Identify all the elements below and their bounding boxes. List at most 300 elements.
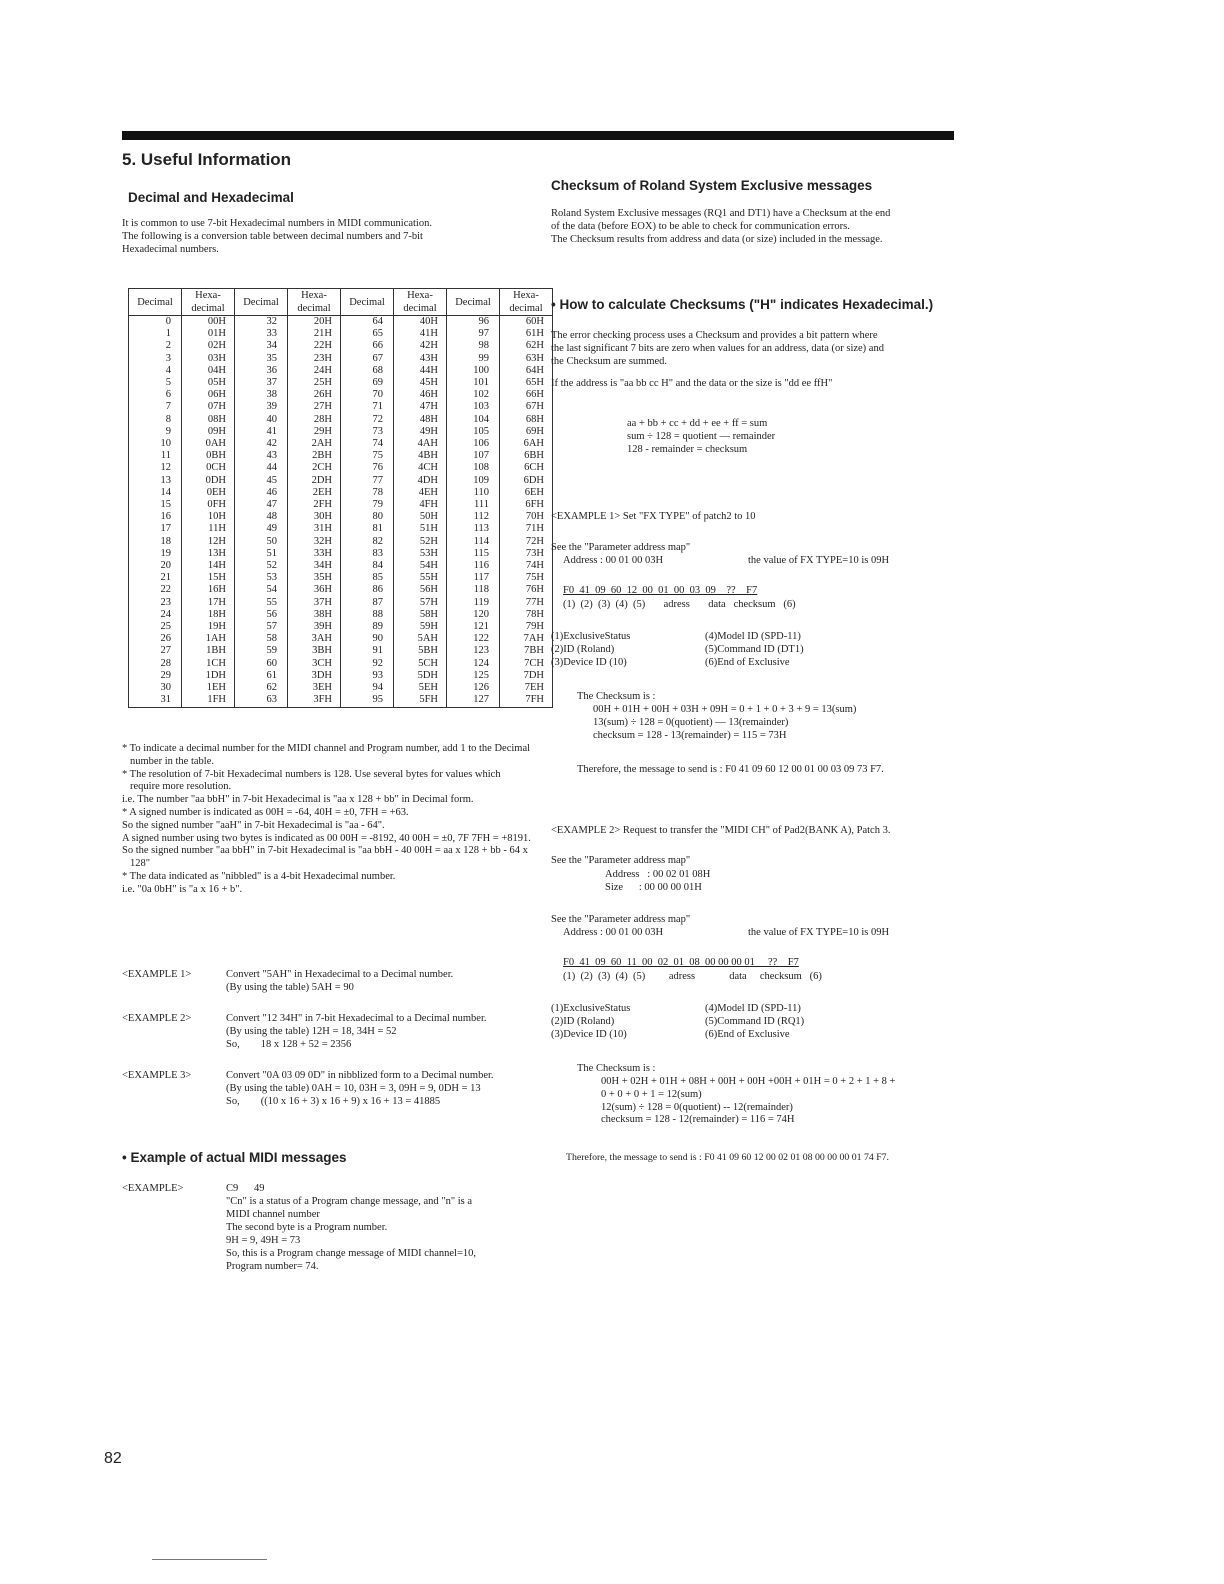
midi-line: Program number= 74. — [226, 1261, 319, 1272]
cell-hex: 54H — [394, 560, 447, 572]
cell-hex: 5EH — [394, 682, 447, 694]
legend-item: (1)ExclusiveStatus — [551, 1003, 631, 1014]
section-title: 5. Useful Information — [122, 150, 292, 169]
formula-line: 128 - remainder = checksum — [627, 443, 748, 455]
cell-decimal: 65 — [341, 328, 394, 340]
cell-decimal: 91 — [341, 645, 394, 657]
cell-hex: 3DH — [288, 670, 341, 682]
cell-decimal: 126 — [447, 682, 500, 694]
conversion-table-wrap — [128, 288, 553, 708]
cell-hex: 40H — [394, 316, 447, 329]
intro-line: It is common to use 7-bit Hexadecimal numbers in MIDI communication. — [122, 218, 432, 229]
cell-hex: 37H — [288, 597, 341, 609]
cell-decimal: 44 — [235, 462, 288, 474]
cell-decimal: 37 — [235, 377, 288, 389]
cell-hex: 2DH — [288, 475, 341, 487]
cell-decimal: 13 — [129, 475, 182, 487]
intro-text — [122, 218, 532, 256]
cell-hex: 04H — [182, 365, 235, 377]
cell-decimal: 59 — [235, 645, 288, 657]
cell-decimal: 77 — [341, 475, 394, 487]
cell-decimal: 110 — [447, 487, 500, 499]
table-row — [129, 633, 553, 645]
cell-hex: 0EH — [182, 487, 235, 499]
cell-hex: 12H — [182, 536, 235, 548]
example-line: So, 18 x 128 + 52 = 2356 — [226, 1039, 352, 1050]
cell-decimal: 60 — [235, 658, 288, 670]
calc-line: checksum = 128 - 13(remainder) = 115 = 73H — [593, 729, 787, 741]
cell-decimal: 24 — [129, 609, 182, 621]
cell-hex: 60H — [500, 316, 553, 329]
col-header-hex: Hexa- decimal — [394, 289, 447, 316]
cell-decimal: 68 — [341, 365, 394, 377]
howto-if: If the address is "aa bb cc H" and the data or the size is "dd ee ffH" — [551, 378, 833, 389]
cell-decimal: 12 — [129, 462, 182, 474]
col-header-hex: Hexa- decimal — [182, 289, 235, 316]
cell-hex: 49H — [394, 426, 447, 438]
cell-hex: 2CH — [288, 462, 341, 474]
note-item: So the signed number "aa bbH" in 7-bit Hexadecimal is "aa bbH - 40 00H = aa x 128 + bb - 64 x 128" — [122, 845, 528, 870]
cell-decimal: 54 — [235, 584, 288, 596]
cell-decimal: 78 — [341, 487, 394, 499]
table-row — [129, 645, 553, 657]
cell-decimal: 31 — [129, 694, 182, 707]
cell-hex: 79H — [500, 621, 553, 633]
cell-hex: 51H — [394, 523, 447, 535]
cell-hex: 4EH — [394, 487, 447, 499]
cell-hex: 2FH — [288, 499, 341, 511]
cell-decimal: 30 — [129, 682, 182, 694]
cell-hex: 5FH — [394, 694, 447, 707]
cell-hex: 70H — [500, 511, 553, 523]
cell-decimal: 111 — [447, 499, 500, 511]
cell-hex: 64H — [500, 365, 553, 377]
cell-hex: 69H — [500, 426, 553, 438]
cell-decimal: 101 — [447, 377, 500, 389]
cell-hex: 1CH — [182, 658, 235, 670]
cell-decimal: 92 — [341, 658, 394, 670]
midi-example-label: <EXAMPLE> — [122, 1183, 184, 1194]
cell-decimal: 79 — [341, 499, 394, 511]
cell-hex: 48H — [394, 414, 447, 426]
table-row — [129, 328, 553, 340]
cell-decimal: 105 — [447, 426, 500, 438]
cell-hex: 7BH — [500, 645, 553, 657]
table-row — [129, 609, 553, 621]
cell-decimal: 95 — [341, 694, 394, 707]
cell-hex: 15H — [182, 572, 235, 584]
example-block — [122, 968, 542, 994]
ex1-value: the value of FX TYPE=10 is 09H — [748, 555, 890, 566]
midi-line: "Cn" is a status of a Program change message, and "n" is a — [226, 1196, 473, 1207]
table-row — [129, 340, 553, 352]
midi-title: • Example of actual MIDI messages — [122, 1150, 347, 1165]
ex2-legend-right — [705, 1003, 804, 1041]
cell-decimal: 121 — [447, 621, 500, 633]
cell-decimal: 67 — [341, 353, 394, 365]
cell-hex: 72H — [500, 536, 553, 548]
cell-decimal: 117 — [447, 572, 500, 584]
cell-hex: 53H — [394, 548, 447, 560]
cell-hex: 61H — [500, 328, 553, 340]
cell-decimal: 64 — [341, 316, 394, 329]
cell-hex: 68H — [500, 414, 553, 426]
cell-hex: 39H — [288, 621, 341, 633]
ex2-calc — [601, 1076, 895, 1127]
cell-hex: 34H — [288, 560, 341, 572]
table-row — [129, 462, 553, 474]
cell-hex: 30H — [288, 511, 341, 523]
midi-example — [122, 1182, 542, 1273]
cell-hex: 1DH — [182, 670, 235, 682]
table-row — [129, 694, 553, 707]
table-row — [129, 658, 553, 670]
cell-decimal: 72 — [341, 414, 394, 426]
cell-decimal: 43 — [235, 450, 288, 462]
cell-hex: 36H — [288, 584, 341, 596]
cell-decimal: 50 — [235, 536, 288, 548]
midi-line: MIDI channel number — [226, 1209, 320, 1220]
cell-decimal: 115 — [447, 548, 500, 560]
cell-hex: 6DH — [500, 475, 553, 487]
cell-decimal: 29 — [129, 670, 182, 682]
cell-hex: 29H — [288, 426, 341, 438]
cell-hex: 08H — [182, 414, 235, 426]
table-row — [129, 365, 553, 377]
ex2-see: See the "Parameter address map" — [551, 855, 691, 866]
legend-item: (6)End of Exclusive — [705, 1028, 790, 1040]
cell-decimal: 98 — [447, 340, 500, 352]
col-header-decimal: Decimal — [129, 289, 182, 316]
cell-hex: 16H — [182, 584, 235, 596]
ex1-index: (1) (2) (3) (4) (5) adress data checksum (6) — [563, 599, 796, 610]
cell-decimal: 61 — [235, 670, 288, 682]
cell-decimal: 52 — [235, 560, 288, 572]
calc-line: 12(sum) ÷ 128 = 0(quotient) -- 12(remainder) — [601, 1101, 793, 1113]
cell-decimal: 108 — [447, 462, 500, 474]
cell-decimal: 20 — [129, 560, 182, 572]
midi-line: So, this is a Program change message of MIDI channel=10, — [226, 1248, 476, 1259]
cell-decimal: 97 — [447, 328, 500, 340]
cell-decimal: 22 — [129, 584, 182, 596]
cell-hex: 19H — [182, 621, 235, 633]
cell-hex: 63H — [500, 353, 553, 365]
cell-hex: 35H — [288, 572, 341, 584]
cell-decimal: 35 — [235, 353, 288, 365]
table-row — [129, 426, 553, 438]
cell-hex: 00H — [182, 316, 235, 329]
ex1-title: <EXAMPLE 1> Set "FX TYPE" of patch2 to 10 — [551, 511, 756, 522]
note-item: i.e. The number "aa bbH" in 7-bit Hexadecimal is "aa x 128 + bb" in Decimal form. — [122, 794, 474, 806]
cell-decimal: 75 — [341, 450, 394, 462]
cell-hex: 7AH — [500, 633, 553, 645]
example-line: Convert "12 34H" in 7-bit Hexadecimal to a Decimal number. — [226, 1013, 487, 1024]
cell-hex: 0AH — [182, 438, 235, 450]
cell-hex: 0FH — [182, 499, 235, 511]
checksum-intro-line: Roland System Exclusive messages (RQ1 and DT1) have a Checksum at the end — [551, 208, 891, 219]
cell-hex: 05H — [182, 377, 235, 389]
cell-hex: 58H — [394, 609, 447, 621]
cell-decimal: 109 — [447, 475, 500, 487]
cell-hex: 6AH — [500, 438, 553, 450]
cell-decimal: 38 — [235, 389, 288, 401]
col-header-hex: Hexa- decimal — [500, 289, 553, 316]
cell-decimal: 87 — [341, 597, 394, 609]
cell-decimal: 119 — [447, 597, 500, 609]
cell-hex: 4AH — [394, 438, 447, 450]
cell-decimal: 49 — [235, 523, 288, 535]
cell-hex: 18H — [182, 609, 235, 621]
cell-decimal: 39 — [235, 401, 288, 413]
cell-hex: 14H — [182, 560, 235, 572]
cell-decimal: 55 — [235, 597, 288, 609]
cell-decimal: 51 — [235, 548, 288, 560]
cell-hex: 47H — [394, 401, 447, 413]
cell-hex: 75H — [500, 572, 553, 584]
ex1-therefore: Therefore, the message to send is : F0 41 09 60 12 00 01 00 03 09 73 F7. — [577, 764, 884, 775]
cell-hex: 6BH — [500, 450, 553, 462]
cell-hex: 28H — [288, 414, 341, 426]
table-row — [129, 536, 553, 548]
cell-decimal: 33 — [235, 328, 288, 340]
cell-decimal: 0 — [129, 316, 182, 329]
cell-hex: 7FH — [500, 694, 553, 707]
cell-hex: 02H — [182, 340, 235, 352]
example-block — [122, 1012, 542, 1051]
cell-hex: 03H — [182, 353, 235, 365]
calc-line: 13(sum) ÷ 128 = 0(quotient) — 13(remainder) — [593, 716, 789, 728]
cell-decimal: 58 — [235, 633, 288, 645]
ex2-value: the value of FX TYPE=10 is 09H — [748, 927, 890, 938]
cell-decimal: 36 — [235, 365, 288, 377]
cell-decimal: 93 — [341, 670, 394, 682]
checksum-title: Checksum of Roland System Exclusive messages — [551, 178, 873, 193]
cell-hex: 66H — [500, 389, 553, 401]
howto-title: • How to calculate Checksums ("H" indicates Hexadecimal.) — [551, 297, 934, 312]
ex1-see: See the "Parameter address map" — [551, 542, 691, 553]
cell-hex: 3EH — [288, 682, 341, 694]
cell-decimal: 125 — [447, 670, 500, 682]
cell-hex: 3BH — [288, 645, 341, 657]
cell-hex: 55H — [394, 572, 447, 584]
note-item: * The data indicated as "nibbled" is a 4-bit Hexadecimal number. — [122, 870, 396, 882]
cell-decimal: 15 — [129, 499, 182, 511]
cell-decimal: 48 — [235, 511, 288, 523]
footer-rule — [152, 1559, 267, 1560]
cell-decimal: 21 — [129, 572, 182, 584]
cell-decimal: 84 — [341, 560, 394, 572]
table-row — [129, 377, 553, 389]
calc-line: checksum = 128 - 12(remainder) = 116 = 74H — [601, 1114, 795, 1126]
calc-line: 00H + 02H + 01H + 08H + 00H + 00H +00H + 01H = 0 + 2 + 1 + 8 + — [601, 1076, 896, 1087]
example-line: Convert "0A 03 09 0D" in nibblized form to a Decimal number. — [226, 1070, 494, 1081]
cell-hex: 5BH — [394, 645, 447, 657]
top-rule — [122, 131, 954, 140]
ex2-calc-title: The Checksum is : — [577, 1063, 656, 1074]
ex2-therefore: Therefore, the message to send is : F0 41 09 60 12 00 02 01 08 00 00 00 01 74 F7. — [566, 1152, 889, 1163]
midi-line: 9H = 9, 49H = 73 — [226, 1235, 301, 1246]
cell-decimal: 25 — [129, 621, 182, 633]
example-line: Convert "5AH" in Hexadecimal to a Decimal number. — [226, 969, 454, 980]
cell-decimal: 6 — [129, 389, 182, 401]
legend-item: (1)ExclusiveStatus — [551, 631, 631, 642]
midi-line: The second byte is a Program number. — [226, 1222, 388, 1233]
cell-hex: 17H — [182, 597, 235, 609]
col-header-decimal: Decimal — [341, 289, 394, 316]
cell-hex: 06H — [182, 389, 235, 401]
legend-item: (3)Device ID (10) — [551, 1028, 627, 1040]
ex1-address: Address : 00 01 00 03H — [563, 555, 664, 566]
cell-hex: 33H — [288, 548, 341, 560]
cell-decimal: 80 — [341, 511, 394, 523]
cell-hex: 42H — [394, 340, 447, 352]
table-row — [129, 560, 553, 572]
cell-decimal: 5 — [129, 377, 182, 389]
ex2-address-line: Address : 00 01 00 03H — [563, 927, 664, 938]
cell-hex: 4FH — [394, 499, 447, 511]
cell-hex: 6CH — [500, 462, 553, 474]
col-header-decimal: Decimal — [447, 289, 500, 316]
formula-line: sum ÷ 128 = quotient — remainder — [627, 430, 776, 442]
cell-decimal: 71 — [341, 401, 394, 413]
legend-item: (6)End of Exclusive — [705, 656, 790, 668]
table-row — [129, 670, 553, 682]
table-row — [129, 621, 553, 633]
cell-hex: 13H — [182, 548, 235, 560]
formula — [627, 418, 775, 456]
cell-hex: 21H — [288, 328, 341, 340]
cell-decimal: 113 — [447, 523, 500, 535]
cell-decimal: 116 — [447, 560, 500, 572]
cell-decimal: 57 — [235, 621, 288, 633]
cell-decimal: 74 — [341, 438, 394, 450]
cell-hex: 6FH — [500, 499, 553, 511]
cell-hex: 3AH — [288, 633, 341, 645]
cell-decimal: 90 — [341, 633, 394, 645]
table-row — [129, 499, 553, 511]
cell-decimal: 81 — [341, 523, 394, 535]
cell-hex: 24H — [288, 365, 341, 377]
note-item: So the signed number "aaH" in 7-bit Hexadecimal is "aa - 64". — [122, 819, 385, 831]
ex1-legend-left — [551, 631, 630, 669]
cell-decimal: 11 — [129, 450, 182, 462]
cell-hex: 0DH — [182, 475, 235, 487]
cell-hex: 3FH — [288, 694, 341, 707]
calc-line: 0 + 0 + 0 + 1 = 12(sum) — [601, 1088, 702, 1100]
cell-decimal: 19 — [129, 548, 182, 560]
cell-hex: 09H — [182, 426, 235, 438]
cell-decimal: 106 — [447, 438, 500, 450]
cell-decimal: 124 — [447, 658, 500, 670]
page-number: 82 — [104, 1450, 122, 1467]
cell-decimal: 10 — [129, 438, 182, 450]
cell-decimal: 85 — [341, 572, 394, 584]
cell-hex: 2EH — [288, 487, 341, 499]
table-row — [129, 572, 553, 584]
cell-decimal: 63 — [235, 694, 288, 707]
howto-line: The error checking process uses a Checksum and provides a bit pattern where — [551, 330, 878, 341]
cell-decimal: 107 — [447, 450, 500, 462]
cell-hex: 0BH — [182, 450, 235, 462]
cell-hex: 62H — [500, 340, 553, 352]
cell-decimal: 86 — [341, 584, 394, 596]
cell-decimal: 16 — [129, 511, 182, 523]
cell-decimal: 18 — [129, 536, 182, 548]
note-item: * To indicate a decimal number for the MIDI channel and Program number, add 1 to the Decimal number in the table. — [122, 743, 531, 767]
calc-line: 00H + 01H + 00H + 03H + 09H = 0 + 1 + 0 + 3 + 9 = 13(sum) — [593, 704, 857, 715]
cell-hex: 41H — [394, 328, 447, 340]
ex2-size: Size : 00 00 00 01H — [605, 882, 702, 893]
ex1-bytes: F0 41 09 60 12 00 01 00 03 09 ?? F7 — [563, 585, 758, 596]
cell-hex: 10H — [182, 511, 235, 523]
cell-hex: 31H — [288, 523, 341, 535]
cell-hex: 74H — [500, 560, 553, 572]
cell-hex: 4BH — [394, 450, 447, 462]
midi-line: C9 49 — [226, 1183, 265, 1194]
cell-decimal: 104 — [447, 414, 500, 426]
cell-decimal: 123 — [447, 645, 500, 657]
cell-hex: 7DH — [500, 670, 553, 682]
cell-decimal: 41 — [235, 426, 288, 438]
cell-decimal: 100 — [447, 365, 500, 377]
cell-hex: 07H — [182, 401, 235, 413]
cell-decimal: 102 — [447, 389, 500, 401]
table-row — [129, 450, 553, 462]
cell-hex: 5AH — [394, 633, 447, 645]
howto-text — [551, 330, 961, 368]
table-row — [129, 316, 553, 329]
formula-line: aa + bb + cc + dd + ee + ff = sum — [627, 418, 768, 429]
cell-hex: 2BH — [288, 450, 341, 462]
cell-hex: 22H — [288, 340, 341, 352]
table-row — [129, 584, 553, 596]
cell-decimal: 28 — [129, 658, 182, 670]
cell-hex: 25H — [288, 377, 341, 389]
cell-decimal: 34 — [235, 340, 288, 352]
table-row — [129, 414, 553, 426]
examples — [122, 968, 542, 1126]
legend-item: (5)Command ID (RQ1) — [705, 1015, 805, 1027]
cell-hex: 56H — [394, 584, 447, 596]
cell-hex: 32H — [288, 536, 341, 548]
example-line: (By using the table) 5AH = 90 — [226, 982, 354, 993]
note-item: A signed number using two bytes is indicated as 00 00H = -8192, 40 00H = ±0, 7F 7FH = +8191. — [122, 832, 531, 844]
legend-item: (2)ID (Roland) — [551, 1015, 615, 1027]
cell-decimal: 27 — [129, 645, 182, 657]
cell-hex: 11H — [182, 523, 235, 535]
checksum-intro — [551, 208, 961, 246]
table-row — [129, 548, 553, 560]
ex2-title: <EXAMPLE 2> Request to transfer the "MIDI CH" of Pad2(BANK A), Patch 3. — [551, 825, 891, 836]
cell-decimal: 14 — [129, 487, 182, 499]
cell-hex: 76H — [500, 584, 553, 596]
ex1-calc — [593, 704, 856, 742]
cell-decimal: 122 — [447, 633, 500, 645]
cell-hex: 20H — [288, 316, 341, 329]
decimal-hex-title: Decimal and Hexadecimal — [128, 190, 294, 205]
cell-decimal: 83 — [341, 548, 394, 560]
legend-item: (4)Model ID (SPD-11) — [705, 631, 801, 642]
example-label: <EXAMPLE 1> — [122, 969, 192, 980]
table-row — [129, 523, 553, 535]
cell-decimal: 88 — [341, 609, 394, 621]
cell-decimal: 32 — [235, 316, 288, 329]
cell-hex: 01H — [182, 328, 235, 340]
cell-hex: 65H — [500, 377, 553, 389]
table-row — [129, 597, 553, 609]
checksum-intro-line: of the data (before EOX) to be able to check for communication errors. — [551, 220, 850, 232]
cell-decimal: 114 — [447, 536, 500, 548]
